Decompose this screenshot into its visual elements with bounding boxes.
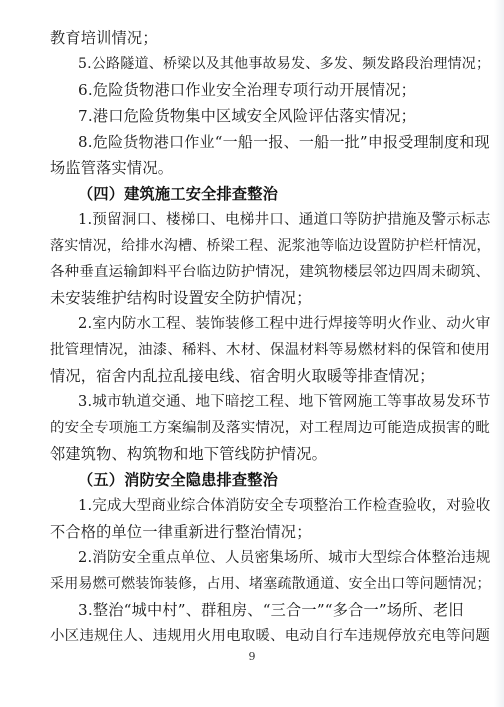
text-line: 3.整治“城中村”、群租房、“三合一”“多合一”场所、老旧 [78, 601, 464, 619]
text-line: 的安全专项施工方案编制及落实情况，对工程周边可能造成损害的毗 [50, 420, 491, 436]
text-line: 3.城市轨道交通、地下暗挖工程、地下管网施工等事故易发环节 [78, 393, 491, 410]
text-line: 5.公路隧道、桥梁以及其他事故易发、多发、频发路段治理情况； [78, 56, 491, 72]
text-line: 各种垂直运输卸料平台临边防护情况，建筑物楼层邻边四周未砌筑、 [50, 264, 491, 280]
text-line: 采用易燃可燃装饰装修，占用、堵塞疏散通道、安全出口等问题情况； [50, 576, 491, 592]
text-line: 6.危险货物港口作业安全治理专项行动开展情况； [78, 81, 417, 99]
text-line: 落实情况，给排水沟槽、桥梁工程、泥浆池等临边设置防护栏杆情况， [50, 238, 491, 254]
text-line: 未安装维护结构时设置安全防护情况； [50, 289, 312, 307]
text-line: 1.完成大型商业综合体消防安全专项整治工作检查验收，对验收 [78, 497, 491, 514]
text-line: 场监管落实情况。 [50, 159, 174, 177]
scan-edge-shadow [494, 0, 504, 707]
text-line: 7.港口危险货物集中区域安全风险评估落实情况； [78, 107, 417, 125]
text-line: 不合格的单位一律重新进行整治情况； [50, 523, 312, 541]
page-number: 9 [248, 650, 256, 663]
section-heading: （五）消防安全隐患排查整治 [78, 471, 279, 489]
text-line: 8.危险货物港口作业“一船一报、一船一批”申报受理制度和现 [78, 133, 490, 151]
text-line: 情况，宿舍内乱拉乱接电线、宿舍明火取暖等排查情况； [50, 367, 435, 385]
text-line: 邻建筑物、构筑物和地下管线防护情况。 [50, 445, 327, 463]
text-line: 批管理情况，油漆、稀料、木材、保温材料等易燃材料的保管和使用 [50, 342, 491, 358]
text-line: 2.消防安全重点单位、人员密集场所、城市大型综合体整治违规 [78, 549, 491, 566]
text-line: 小区违规住人、违规用火用电取暖、电动自行车违规停放充电等问题 [50, 628, 491, 644]
text-line: 1.预留洞口、楼梯口、电梯井口、通道口等防护措施及警示标志 [78, 211, 491, 228]
text-line: 教育培训情况； [50, 29, 158, 47]
section-heading: （四）建筑施工安全排查整治 [78, 185, 279, 203]
text-line: 2.室内防水工程、装饰装修工程中进行焊接等明火作业、动火审 [78, 315, 491, 332]
